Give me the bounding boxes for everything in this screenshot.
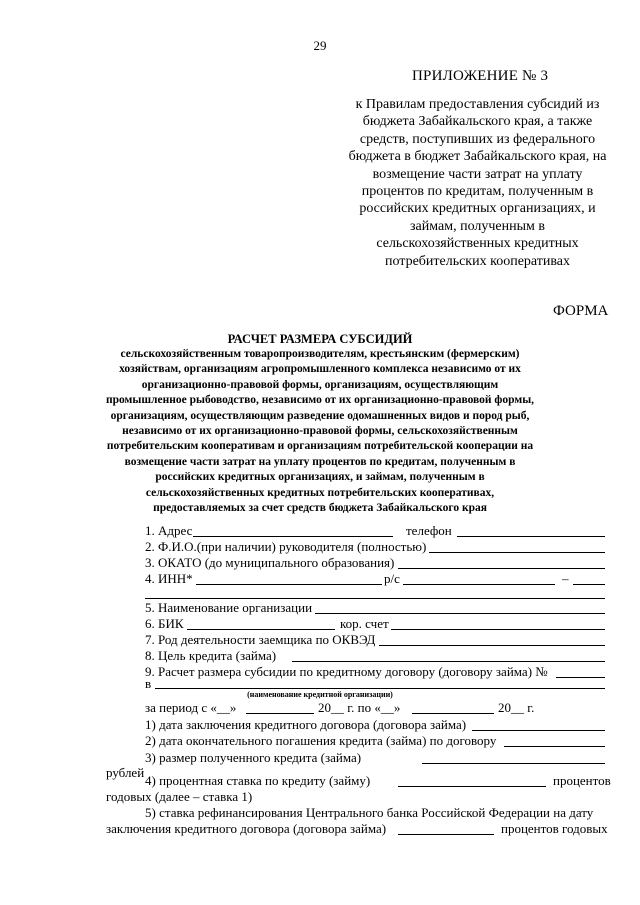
bank-caption: (наименование кредитной организации) [247, 690, 393, 699]
field-inn-line [196, 584, 382, 585]
field-period-mid: 20__ г. по «__» [318, 700, 401, 715]
field-purpose-line [292, 661, 605, 662]
field-kor-line [391, 629, 605, 630]
field-calc-label: 9. Расчет размера субсидии по кредитному договору (договору займа) № [145, 664, 548, 679]
field-rs-dash: – [562, 571, 569, 586]
subitem-4: 4) процентная ставка по кредиту (займу) [145, 773, 371, 788]
field-rs-line-2 [573, 584, 605, 585]
field-calc-line [556, 677, 605, 678]
field-kor-label: кор. счет [340, 616, 389, 631]
field-period-end: 20__ г. [498, 700, 535, 715]
subitem-3-line [422, 763, 605, 764]
field-org-name-line [315, 613, 605, 614]
field-fio-label: 2. Ф.И.О.(при наличии) руководителя (полностью) [145, 539, 427, 554]
subitem-5-line [398, 834, 494, 835]
subitem-5-unit: процентов годовых [501, 821, 608, 836]
field-phone-line [457, 536, 605, 537]
field-period-label: за период с «__» [145, 700, 237, 715]
field-period-line-1 [246, 713, 314, 714]
field-okved-label: 7. Род деятельности заемщика по ОКВЭД [145, 632, 376, 647]
subitem-4-cont: годовых (далее – ставка 1) [106, 789, 253, 804]
subitem-1-line [472, 730, 605, 731]
field-bank-prefix: в [145, 676, 152, 691]
subitem-3: 3) размер полученного кредита (займа) [145, 750, 362, 765]
field-bik-line [187, 629, 335, 630]
field-address-label: 1. Адрес [145, 523, 193, 538]
document-title: РАСЧЕТ РАЗМЕРА СУБСИДИЙ [227, 332, 413, 346]
field-period-line-2 [412, 713, 494, 714]
field-okved-line [379, 645, 605, 646]
subitem-2-line [504, 746, 605, 747]
field-rs-line [403, 584, 555, 585]
field-rs-label: р/с [384, 571, 400, 586]
field-org-name-label: 5. Наименование организации [145, 600, 313, 615]
blank-line [145, 598, 605, 599]
subitem-1: 1) дата заключения кредитного договора (договора займа) [145, 717, 467, 732]
field-purpose-label: 8. Цель кредита (займа) [145, 648, 277, 663]
page-number: 29 [313, 38, 327, 53]
field-address-line [193, 536, 393, 537]
field-bank-line [155, 688, 605, 689]
subitem-3-unit: рублей [106, 765, 145, 780]
field-okato-line [398, 568, 605, 569]
subitem-4-line [398, 786, 546, 787]
field-phone-label: телефон [406, 523, 452, 538]
rules-reference: к Правилам предоставления субсидий из бюджета Забайкальского края, а также средств, поступивших из федерального бюджета в бюджет Забайкальского края, на возмещение части затрат на уплату процентов по кредитам, полученным в российских кредитных организациях, и займам, полученным в сельскохозяйственных кредитных потребительских кооперативах [348, 97, 607, 269]
subitem-5: 5) ставка рефинансирования Центрального банка Российской Федерации на дату [145, 805, 594, 820]
form-label: ФОРМА [553, 303, 609, 319]
document-subtitle: сельскохозяйственным товаропроизводителям, крестьянским (фермерским) хозяйствам, организациям агропромышленного комплекса независимо от их организационно-правовой формы, организациям, осуществляющим промышленное рыбоводство, независимо от их организационно-правовой формы, организациям, осуществляющим разведение одомашненных видов и пород рыб, независимо от их организационно-правовой формы, сельскохозяйственным потребительским кооперативам и организациям потребительской кооперации на возмещение части затрат на уплату процентов по кредитам, полученным в российских кредитных организациях, и займам, полученным в сельскохозяйственных кредитных потребительских кооперативах, предоставляемых за счет средств бюджета Забайкальского края [105, 348, 535, 515]
appendix-heading: ПРИЛОЖЕНИЕ № 3 [412, 68, 549, 84]
subitem-5-cont: заключения кредитного договора (договора займа) [106, 821, 387, 836]
subitem-4-unit: процентов [553, 773, 611, 788]
subitem-2: 2) дата окончательного погашения кредита (займа) по договору [145, 733, 497, 748]
field-inn-label: 4. ИНН* [145, 571, 193, 586]
field-bik-label: 6. БИК [145, 616, 184, 631]
field-okato-label: 3. ОКАТО (до муниципального образования) [145, 555, 395, 570]
field-fio-line [429, 552, 605, 553]
